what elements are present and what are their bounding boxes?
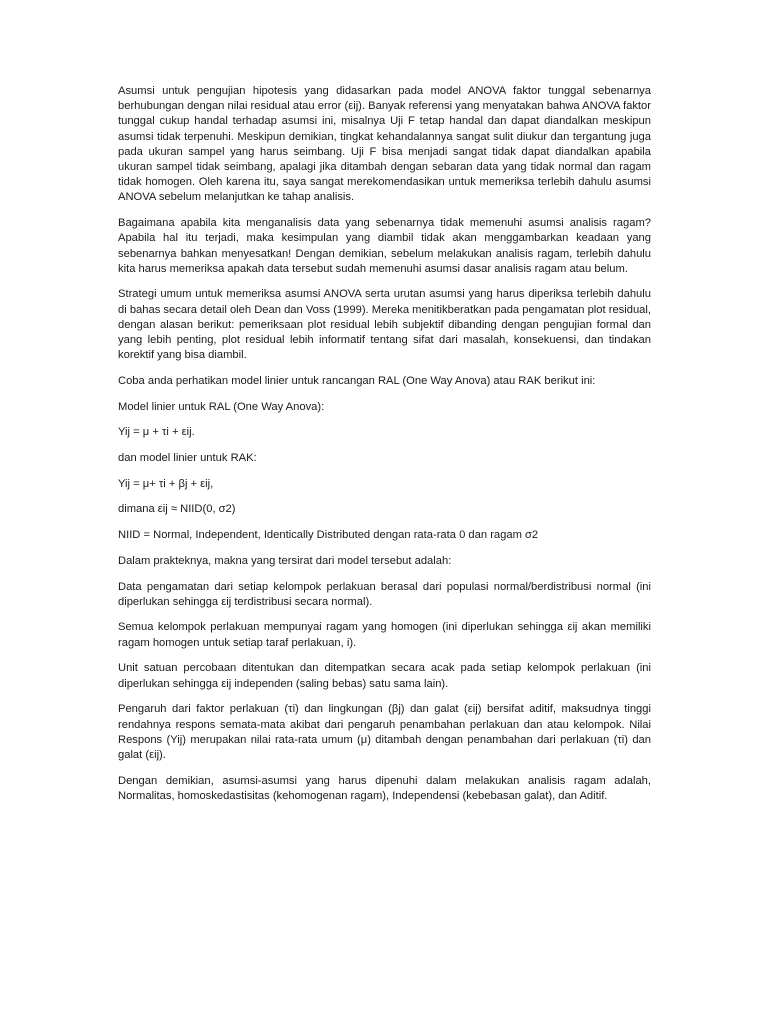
paragraph-analysis-question: Bagaimana apabila kita menganalisis data yang sebenarnya tidak memenuhi asumsi analisis ragam? Apabila hal itu terjadi, maka kesimpulan yang diambil tidak akan menggambarkan keadaan yang sebenarnya bahkan menyesatkan! Dengan demikian, sebelum melakukan analisis ragam, terlebih dahulu kita harus memeriksa apakah data tersebut sudah memenuhi asumsi dasar analisis ragam atau belum. bbox=[118, 217, 651, 275]
document-body bbox=[118, 84, 651, 815]
error-distribution: dimana εij ≈ NIID(0, σ2) bbox=[118, 503, 236, 516]
niid-definition: NIID = Normal, Independent, Identically Distributed dengan rata-rata 0 dan ragam σ2 bbox=[118, 529, 539, 542]
paragraph-anova-assumption-intro: Asumsi untuk pengujian hipotesis yang didasarkan pada model ANOVA faktor tunggal sebenarnya berhubungan dengan nilai residual atau error (εij). Banyak referensi yang menyatakan bahwa ANOVA faktor tunggal cukup handal terhadap asumsi ini, misalnya Uji F tetap handal dan dapat diandalkan meskipun asumsi tidak terpenuhi. Meskipun demikian, tingkat kehandalannya sangat sulit diukur dan tergantung juga pada ukuran sampel yang harus seimbang. Uji F bisa menjadi sangat tidak dapat diandalkan apabila ukuran sampel tidak seimbang, apalagi jika ditambah dengan sebaran data yang tidak normal dan ragam tidak homogen. Oleh karena itu, saya sangat merekomendasikan untuk memeriksa terlebih dahulu asumsi ANOVA sebelum melanjutkan ke tahap analisis. bbox=[118, 85, 651, 204]
heading-rak-model: dan model linier untuk RAK: bbox=[118, 452, 257, 465]
equation-rak: Yij = μ+ τi + βj + εij, bbox=[118, 477, 214, 490]
paragraph-model-intro: Coba anda perhatikan model linier untuk rancangan RAL (One Way Anova) atau RAK berikut ini: bbox=[118, 374, 596, 387]
heading-ral-model: Model linier untuk RAL (One Way Anova): bbox=[118, 400, 325, 413]
paragraph-normality: Data pengamatan dari setiap kelompok perlakuan berasal dari populasi normal/berdistribusi normal (ini diperlukan sehingga εij terdistribusi secara normal). bbox=[118, 580, 651, 608]
paragraph-practice-intro: Dalam prakteknya, makna yang tersirat dari model tersebut adalah: bbox=[118, 554, 452, 567]
equation-ral: Yij = μ + τi + εij. bbox=[118, 426, 195, 439]
paragraph-conclusion: Dengan demikian, asumsi-asumsi yang harus dipenuhi dalam melakukan analisis ragam adalah, Normalitas, homoskedastisitas (kehomogenan ragam), Independensi (kebebasan galat), dan Aditif. bbox=[118, 774, 651, 802]
paragraph-homogeneity: Semua kelompok perlakuan mempunyai ragam yang homogen (ini diperlukan sehingga εij akan memiliki ragam homogen untuk setiap taraf perlakuan, i). bbox=[118, 621, 651, 649]
paragraph-additivity: Pengaruh dari faktor perlakuan (τi) dan lingkungan (βj) dan galat (εij) bersifat aditif, maksudnya tinggi rendahnya respons semata-mata akibat dari pengaruh penambahan perlakuan dan atau kelompok. Nilai Respons (Yij) merupakan nilai rata-rata umum (μ) ditambah dengan penambahan dari perlakuan (τi) dan galat (εij). bbox=[118, 703, 651, 761]
paragraph-independence: Unit satuan percobaan ditentukan dan ditempatkan secara acak pada setiap kelompok perlakuan (ini diperlukan sehingga εij independen (saling bebas) satu sama lain). bbox=[118, 662, 651, 690]
paragraph-strategy: Strategi umum untuk memeriksa asumsi ANOVA serta urutan asumsi yang harus diperiksa terlebih dahulu di bahas secara detail oleh Dean dan Voss (1999). Mereka menitikberatkan pada pengamatan plot residual, dengan alasan berikut: pemeriksaan plot residual lebih subjektif dibanding dengan pengujian formal dan yang lebih penting, plot residual lebih informatif tentang sifat dari masalah, konsekuensi, dan tindakan korektif yang bisa diambil. bbox=[118, 288, 651, 362]
